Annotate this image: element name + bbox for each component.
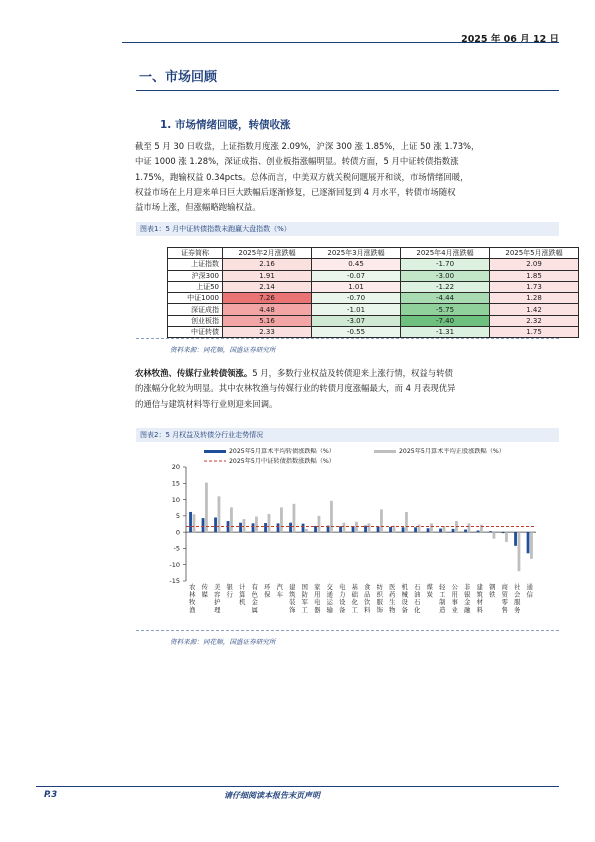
x-category-label: 药 bbox=[389, 591, 396, 599]
x-category-label: 设 bbox=[401, 599, 408, 607]
bond-bar bbox=[389, 527, 392, 532]
x-category-label: 机 bbox=[239, 599, 246, 607]
x-category-label: 护 bbox=[214, 599, 221, 607]
x-category-label: 材 bbox=[476, 599, 483, 607]
x-category-label: 信 bbox=[526, 591, 533, 599]
stock-bar bbox=[368, 523, 371, 532]
legend-label-stock: 2025年5月算术平均正股涨跌幅（%） bbox=[399, 448, 505, 455]
x-category-label: 防 bbox=[301, 591, 308, 599]
table-cell: -0.70 bbox=[312, 293, 401, 304]
header-rule bbox=[122, 42, 559, 43]
table-cell: 2.09 bbox=[490, 259, 579, 270]
x-category-label: 社 bbox=[514, 584, 521, 591]
bond-bar bbox=[527, 532, 530, 553]
x-category-label: 售 bbox=[501, 606, 508, 614]
table-cell: 2.33 bbox=[223, 327, 312, 338]
table-row bbox=[168, 304, 579, 315]
table-cell: 2.16 bbox=[223, 259, 312, 270]
x-category-label: 容 bbox=[214, 591, 221, 599]
x-category-label: 筑 bbox=[476, 591, 483, 599]
x-category-label: 军 bbox=[301, 599, 308, 607]
y-tick-label: 5 bbox=[175, 512, 180, 521]
stock-bar bbox=[318, 516, 321, 532]
bond-bar bbox=[452, 529, 455, 532]
x-category-label: 织 bbox=[376, 591, 383, 599]
x-category-label: 零 bbox=[501, 599, 508, 607]
x-category-label: 制 bbox=[439, 599, 446, 607]
x-category-label: 环 bbox=[264, 584, 271, 591]
figure2-divider bbox=[136, 630, 559, 631]
figure2-source: 资料来源：同花顺，国盛证券研究所 bbox=[170, 638, 276, 646]
x-category-label: 输 bbox=[326, 606, 333, 614]
table-cell: 1.42 bbox=[490, 304, 579, 315]
bond-bar bbox=[514, 532, 517, 546]
x-category-label: 通 bbox=[526, 584, 533, 591]
figure2-title: 图表2：5 月权益及转债分行业走势情况 bbox=[136, 428, 559, 442]
table-cell: 5.16 bbox=[223, 315, 312, 326]
x-category-label: 械 bbox=[401, 591, 408, 599]
table-cell: -0.55 bbox=[312, 327, 401, 338]
x-category-label: 通 bbox=[326, 591, 333, 599]
x-category-label: 用 bbox=[314, 591, 321, 599]
stock-bar bbox=[418, 525, 421, 532]
figure1-source: 资料来源：同花顺，国盛证券研究所 bbox=[170, 346, 276, 354]
x-category-label: 工 bbox=[301, 606, 308, 614]
table-cell: 1.75 bbox=[490, 327, 579, 338]
stock-bar bbox=[268, 514, 271, 532]
x-category-label: 备 bbox=[339, 606, 346, 614]
table-row-label: 上证指数 bbox=[168, 259, 223, 270]
x-category-label: 金 bbox=[464, 599, 471, 607]
legend-swatch-stock bbox=[374, 450, 396, 453]
x-category-label: 机 bbox=[401, 584, 408, 591]
bond-bar bbox=[414, 527, 417, 532]
stock-bar bbox=[530, 532, 533, 559]
x-category-label: 服 bbox=[376, 599, 383, 607]
section-title: 一、市场回顾 bbox=[139, 70, 218, 85]
x-category-label: 生 bbox=[389, 599, 396, 607]
x-category-label: 牧 bbox=[189, 599, 196, 607]
bond-bar bbox=[264, 523, 267, 532]
page-number: P.3 bbox=[44, 790, 58, 800]
x-category-label: 会 bbox=[514, 591, 521, 599]
table-row-label: 深证成指 bbox=[168, 304, 223, 315]
x-category-label: 础 bbox=[351, 591, 358, 599]
x-category-label: 石 bbox=[414, 599, 421, 607]
bond-bar bbox=[214, 517, 217, 532]
stock-bar bbox=[243, 519, 246, 532]
x-category-label: 饰 bbox=[376, 606, 383, 614]
stock-bar bbox=[480, 525, 483, 532]
bond-bar bbox=[189, 512, 192, 532]
subsection-title: 1. 市场情绪回暖，转债收涨 bbox=[160, 119, 291, 131]
paragraph-line: 截至 5 月 30 日收盘，上证指数月度涨 2.09%，沪深 300 涨 1.85%，上证 50 涨 1.73%， bbox=[135, 141, 480, 151]
x-category-label: 务 bbox=[514, 606, 521, 614]
paragraph-line: 的通信与建筑材料等行业则迎来回调。 bbox=[135, 398, 278, 409]
table-cell: 1.01 bbox=[312, 281, 401, 292]
x-category-label: 器 bbox=[314, 606, 321, 614]
x-category-label: 国 bbox=[301, 584, 308, 591]
stock-bar bbox=[255, 517, 258, 533]
report-date: 2025 年 06 月 12 日 bbox=[461, 34, 559, 45]
x-category-label: 事 bbox=[451, 599, 458, 607]
stock-bar bbox=[305, 529, 308, 532]
x-category-label: 饰 bbox=[289, 606, 296, 614]
x-category-label: 铁 bbox=[489, 591, 496, 599]
x-category-label: 工 bbox=[351, 606, 358, 614]
bond-bar bbox=[489, 531, 492, 532]
table-cell: -0.07 bbox=[312, 270, 401, 281]
table-cell: -1.31 bbox=[401, 327, 490, 338]
x-category-label: 传 bbox=[201, 584, 208, 591]
x-category-label: 化 bbox=[414, 606, 421, 614]
paragraph-line: 权益市场在上月迎来单日巨大跌幅后逐渐修复，已逐渐回复到 4 月水平，转债市场随权 bbox=[135, 186, 456, 197]
y-tick-label: -10 bbox=[169, 560, 180, 569]
paragraph-line: 的涨幅分化较为明显。其中农林牧渔与传媒行业的转债月度涨幅最大，而 4 月表现优异 bbox=[135, 383, 456, 394]
table-header-row bbox=[168, 248, 579, 259]
footer-rule bbox=[36, 786, 559, 787]
bond-bar bbox=[502, 532, 505, 533]
x-category-label: 交 bbox=[326, 584, 333, 591]
x-category-label: 银 bbox=[464, 591, 471, 599]
table-cell: -4.44 bbox=[401, 293, 490, 304]
legend-swatch-bond bbox=[204, 450, 226, 453]
x-category-label: 公 bbox=[451, 584, 458, 591]
legend-label-bond: 2025年5月算术平均转债涨跌幅（%） bbox=[229, 448, 335, 455]
x-category-label: 备 bbox=[401, 606, 408, 614]
x-category-label: 轻 bbox=[439, 584, 446, 591]
stock-bar bbox=[493, 532, 496, 539]
x-category-label: 料 bbox=[476, 606, 483, 614]
stock-bar bbox=[205, 483, 208, 533]
table-cell: -1.22 bbox=[401, 281, 490, 292]
stock-bar bbox=[518, 532, 521, 571]
table-row-label: 沪深300 bbox=[168, 270, 223, 281]
x-category-label: 家 bbox=[314, 584, 321, 591]
stock-bar bbox=[193, 514, 196, 532]
bond-bar bbox=[464, 530, 467, 533]
stock-bar bbox=[468, 523, 471, 532]
table-cell: 2.32 bbox=[490, 315, 579, 326]
x-category-label: 物 bbox=[389, 606, 396, 614]
stock-bar bbox=[293, 504, 296, 532]
stock-bar bbox=[380, 509, 383, 532]
x-category-label: 渔 bbox=[189, 606, 196, 614]
x-category-label: 筑 bbox=[289, 591, 296, 599]
table-cell: -7.40 bbox=[401, 315, 490, 326]
x-category-label: 装 bbox=[289, 599, 296, 607]
bond-bar bbox=[439, 529, 442, 533]
table-row bbox=[168, 327, 579, 338]
table-cell: 1.85 bbox=[490, 270, 579, 281]
table-header-cell: 2025年3月涨跌幅 bbox=[312, 248, 401, 259]
bond-bar bbox=[252, 523, 255, 532]
table-cell: 4.48 bbox=[223, 304, 312, 315]
table-row-label: 上证50 bbox=[168, 281, 223, 292]
x-category-label: 汽 bbox=[276, 584, 283, 591]
table-header-cell: 2025年2月涨跌幅 bbox=[223, 248, 312, 259]
x-category-label: 品 bbox=[364, 591, 371, 599]
x-category-label: 计 bbox=[239, 584, 246, 591]
stock-bar bbox=[330, 501, 333, 532]
paragraph-market-review bbox=[135, 139, 559, 215]
x-category-label: 林 bbox=[189, 591, 196, 599]
x-category-label: 炭 bbox=[426, 591, 433, 599]
bond-bar bbox=[427, 528, 430, 532]
table-row-label: 创业板指 bbox=[168, 315, 223, 326]
stock-bar bbox=[505, 532, 508, 542]
x-category-label: 食 bbox=[364, 584, 371, 591]
x-category-label: 业 bbox=[451, 606, 458, 614]
index-performance-table bbox=[167, 247, 579, 338]
x-category-label: 造 bbox=[439, 606, 446, 614]
x-category-label: 石 bbox=[414, 584, 421, 591]
x-category-label: 电 bbox=[339, 584, 346, 591]
x-category-label: 电 bbox=[314, 599, 321, 607]
x-category-label: 医 bbox=[389, 584, 396, 591]
x-category-label: 美 bbox=[214, 584, 221, 591]
y-tick-label: -15 bbox=[169, 577, 180, 586]
table-row bbox=[168, 293, 579, 304]
table-header-cell: 证券简称 bbox=[168, 248, 223, 259]
table-cell: 2.14 bbox=[223, 281, 312, 292]
table-row bbox=[168, 315, 579, 326]
table-cell: 1.73 bbox=[490, 281, 579, 292]
x-category-label: 设 bbox=[339, 599, 346, 607]
x-category-label: 行 bbox=[226, 591, 233, 599]
stock-bar bbox=[230, 507, 233, 532]
table-row-label: 中证1000 bbox=[168, 293, 223, 304]
x-category-label: 银 bbox=[226, 584, 233, 591]
paragraph-line: 中证 1000 涨 1.28%，深证成指、创业板指涨幅明显。转债方面，5 月中证转债指数涨 bbox=[135, 156, 459, 167]
table-cell: -1.01 bbox=[312, 304, 401, 315]
table-cell: -3.00 bbox=[401, 270, 490, 281]
paragraph-industry bbox=[135, 366, 559, 412]
table-row bbox=[168, 281, 579, 292]
paragraph-line bbox=[135, 366, 559, 381]
x-category-label: 化 bbox=[351, 599, 358, 607]
table-cell: -3.07 bbox=[312, 315, 401, 326]
x-category-label: 算 bbox=[239, 591, 246, 599]
bond-bar bbox=[302, 524, 305, 532]
paragraph-text: 5 月，多数行业权益及转债迎来上涨行情，权益与转债 bbox=[252, 368, 453, 378]
bond-bar bbox=[289, 523, 292, 532]
x-category-label: 建 bbox=[289, 584, 296, 591]
bond-bar bbox=[277, 523, 280, 532]
x-category-label: 煤 bbox=[426, 584, 433, 591]
y-tick-label: 20 bbox=[171, 463, 180, 472]
y-tick-label: 0 bbox=[175, 528, 180, 537]
x-category-label: 媒 bbox=[201, 591, 208, 599]
paragraph-lead: 农林牧渔、传媒行业转债领涨。 bbox=[135, 368, 253, 378]
x-category-label: 有 bbox=[251, 584, 258, 591]
x-category-label: 金 bbox=[251, 599, 258, 607]
bond-bar bbox=[239, 523, 242, 532]
x-category-label: 贸 bbox=[501, 591, 508, 599]
table-cell: 0.45 bbox=[312, 259, 401, 270]
x-category-label: 色 bbox=[251, 591, 258, 599]
stock-bar bbox=[280, 507, 283, 532]
table-row bbox=[168, 259, 579, 270]
bond-bar bbox=[402, 527, 405, 532]
table-cell: -5.75 bbox=[401, 304, 490, 315]
x-category-label: 服 bbox=[514, 599, 521, 607]
x-category-label: 车 bbox=[276, 591, 283, 599]
x-category-label: 运 bbox=[326, 599, 333, 607]
table-header-cell: 2025年4月涨跌幅 bbox=[401, 248, 490, 259]
x-category-label: 用 bbox=[451, 591, 458, 599]
industry-bar-chart bbox=[136, 448, 559, 626]
table-cell: 1.28 bbox=[490, 293, 579, 304]
bond-bar bbox=[477, 531, 480, 533]
x-category-label: 非 bbox=[464, 584, 471, 591]
x-category-label: 料 bbox=[364, 606, 371, 614]
x-category-label: 纺 bbox=[376, 584, 383, 591]
footer-disclaimer: 请仔细阅读本报告末页声明 bbox=[224, 791, 320, 800]
table-header-cell: 2025年5月涨跌幅 bbox=[490, 248, 579, 259]
x-category-label: 理 bbox=[214, 606, 221, 614]
x-category-label: 融 bbox=[464, 606, 471, 614]
x-category-label: 商 bbox=[501, 584, 508, 591]
paragraph-line: 1.75%，跑输权益 0.34pcts。总体而言，中美双方就关税问题展开和谈，市场情绪回暖， bbox=[135, 171, 469, 182]
table-cell: -1.70 bbox=[401, 259, 490, 270]
x-category-label: 工 bbox=[439, 591, 446, 599]
stock-bar bbox=[343, 523, 346, 532]
bond-bar bbox=[202, 518, 205, 532]
y-tick-label: 10 bbox=[171, 495, 180, 504]
legend-label-index: 2025年5月中证转债指数涨跌幅（%） bbox=[229, 458, 335, 465]
table-cell: 1.91 bbox=[223, 270, 312, 281]
x-category-label: 农 bbox=[189, 584, 196, 591]
y-tick-label: 15 bbox=[171, 479, 180, 488]
bond-bar bbox=[377, 526, 380, 532]
x-category-label: 饮 bbox=[364, 599, 371, 607]
table-cell: 7.26 bbox=[223, 293, 312, 304]
figure1-divider bbox=[136, 338, 559, 339]
table-row-label: 中证转债 bbox=[168, 327, 223, 338]
x-category-label: 钢 bbox=[489, 584, 496, 591]
x-category-label: 属 bbox=[251, 606, 258, 614]
section-rule bbox=[136, 90, 559, 91]
stock-bar bbox=[405, 512, 408, 532]
x-category-label: 力 bbox=[339, 591, 346, 599]
paragraph-line: 益市场上涨，但涨幅略跑输权益。 bbox=[135, 202, 261, 213]
x-category-label: 基 bbox=[351, 584, 358, 591]
table-row bbox=[168, 270, 579, 281]
figure1-title: 图表1：5 月中证转债指数未跑赢大盘指数（%） bbox=[136, 222, 559, 236]
stock-bar bbox=[430, 523, 433, 532]
x-category-label: 建 bbox=[476, 584, 483, 591]
x-category-label: 保 bbox=[264, 591, 271, 599]
y-tick-label: -5 bbox=[173, 544, 180, 553]
x-category-label: 油 bbox=[414, 591, 421, 599]
bond-bar bbox=[339, 526, 342, 532]
